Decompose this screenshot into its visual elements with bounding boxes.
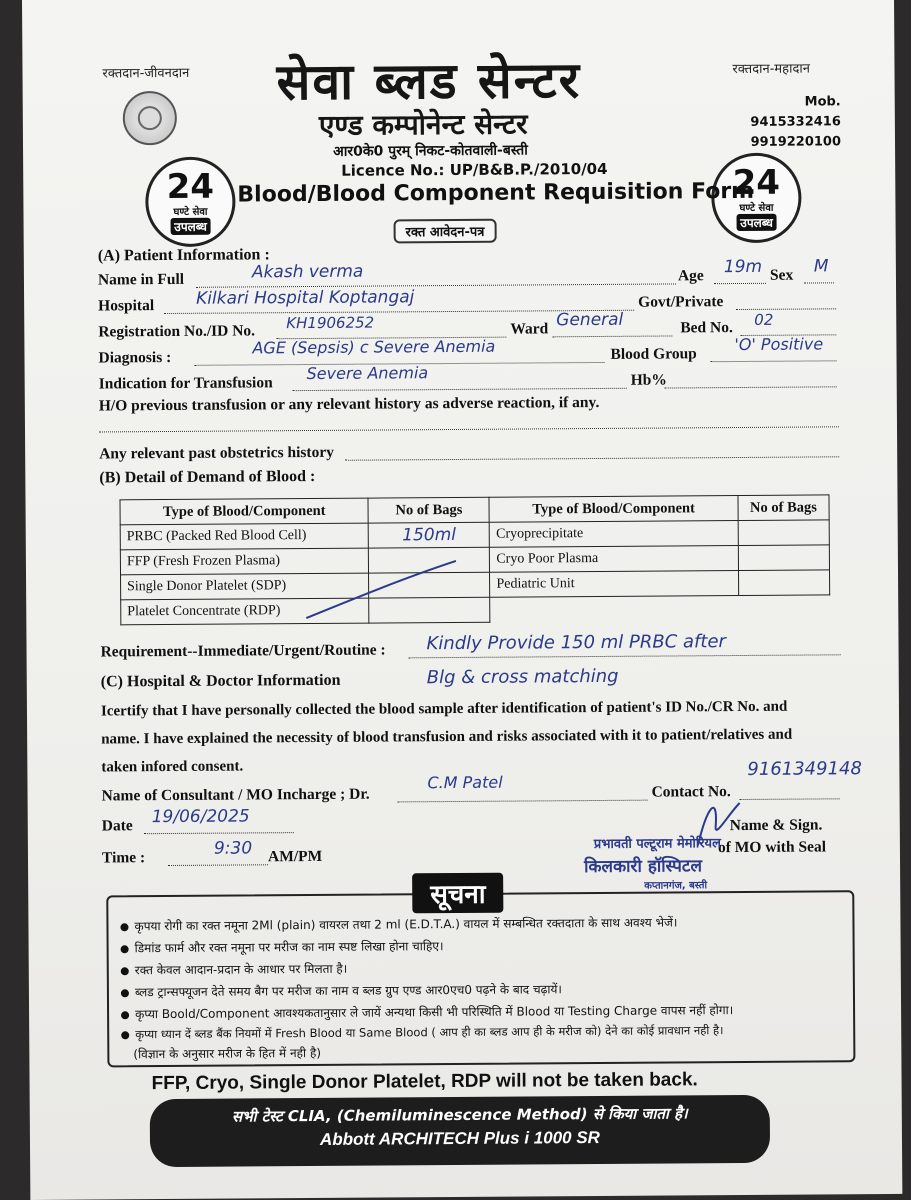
sex-label: Sex <box>769 266 794 284</box>
sex-line <box>804 282 834 283</box>
notice-item-text: कृपया रोगी का रक्त नमूना 2Ml (plain) वायरल तथा 2 ml (E.D.T.A.) वायल में सम्बन्धित रक्तदाता के साथ अवश्य भेजें। <box>134 915 678 934</box>
row-bags <box>738 570 829 596</box>
row-type: PRBC (Packed Red Blood Cell) <box>120 523 369 550</box>
date-value: 19/06/2025 <box>151 806 250 828</box>
diagnosis-value: AGE (Sepsis) c Severe Anemia <box>252 336 496 358</box>
row-type: Cryoprecipitate <box>490 521 739 548</box>
certify-line-1: Icertify that I have personally collected the blood sample after identification of patient's ID No./CR No. and <box>100 698 788 720</box>
certify-line-2: name. I have explained the necessity of blood transfusion and risks associated with it to patient/relatives and <box>101 726 793 748</box>
section-a-heading: (A) Patient Information : <box>97 246 270 265</box>
section-b-heading: (B) Detail of Demand of Blood : <box>99 467 316 487</box>
badge-number: 24 <box>732 162 781 203</box>
row-bags <box>738 545 829 571</box>
center-title: सेवा ब्लड सेन्टर <box>276 50 582 112</box>
hospital-stamp-line-3: कप्तानगंज, बस्ती <box>644 880 708 892</box>
sign-label-2: of MO with Seal <box>717 838 827 857</box>
badge-bottom: उपलब्ध <box>170 217 211 234</box>
blood-group-line <box>711 360 837 362</box>
notice-title: सूचना <box>412 873 504 914</box>
contact-line <box>740 798 840 800</box>
bullet-icon <box>121 945 129 953</box>
col-type-left: Type of Blood/Component <box>120 498 369 525</box>
age-line <box>714 283 766 284</box>
mobile-2: 9919220100 <box>750 134 842 150</box>
center-subtitle: एण्ड कम्पोनेन्ट सेन्टर <box>318 107 528 142</box>
indication-line <box>293 388 627 391</box>
form-subtitle: रक्त आवेदन-पत्र <box>394 219 497 244</box>
col-bags-left: No of Bags <box>368 497 489 523</box>
ampm-label: AM/PM <box>267 847 323 866</box>
requirement-label: Requirement--Immediate/Urgent/Routine : <box>100 641 386 661</box>
requirement-value-1: Kindly Provide 150 ml PRBC after <box>426 631 726 655</box>
time-line <box>168 864 268 866</box>
col-type-right: Type of Blood/Component <box>489 496 738 523</box>
notice-item <box>121 960 348 979</box>
badge-number: 24 <box>166 166 215 207</box>
consultant-line <box>398 800 648 803</box>
form-title: Blood/Blood Component Requisition Form <box>237 178 755 208</box>
age-label: Age <box>677 267 704 285</box>
right-tagline: रक्तदान-महादान <box>732 61 810 78</box>
obstetrics-label: Any relevant past obstetrics history <box>99 443 335 463</box>
time-label: Time : <box>101 849 146 867</box>
consultant-value: C.M Patel <box>427 772 503 793</box>
history-line <box>99 426 839 432</box>
indication-value: Severe Anemia <box>306 363 429 384</box>
registration-label: Registration No./ID No. <box>98 322 256 341</box>
blood-group-value: 'O' Positive <box>734 334 824 355</box>
contact-label: Contact No. <box>651 783 731 801</box>
row-bags: 150ml <box>369 522 490 548</box>
requisition-form-paper <box>22 0 902 1200</box>
bullet-icon <box>121 1011 129 1019</box>
date-label: Date <box>101 817 133 835</box>
requirement-line <box>409 654 841 658</box>
badge-bottom: उपलब्ध <box>736 213 777 230</box>
name-label: Name in Full <box>97 270 185 289</box>
notice-last-line: (विज्ञान के अनुसार मरीज के हित में नही है) <box>133 1045 322 1062</box>
col-bags-right: No of Bags <box>738 495 829 521</box>
bed-label: Bed No. <box>680 319 733 337</box>
sex-value: M <box>813 256 829 277</box>
service-24h-badge-left <box>145 157 236 248</box>
bullet-icon <box>121 967 129 975</box>
name-value: Akash verma <box>251 261 364 283</box>
licence-number: Licence No.: UP/B&B.P./2010/04 <box>341 159 608 180</box>
footer-dark-banner <box>150 1095 770 1167</box>
hospital-stamp-line-1: प्रभावती पल्टूराम मेमोरियल <box>593 836 721 853</box>
sign-label-1: Name & Sign. <box>729 816 823 835</box>
row-type: Single Donor Platelet (SDP) <box>121 573 370 600</box>
badge-top: घण्टे सेवा <box>173 206 208 218</box>
bullet-icon <box>120 923 128 931</box>
govt-private-label: Govt/Private <box>638 293 724 311</box>
bed-value: 02 <box>754 310 774 329</box>
notice-item-text: डिमांड फार्म और रक्त नमूना पर मरीज का नाम स्पष्ट लिखा होना चाहिए। <box>134 939 444 956</box>
center-address: आर0के0 पुरम् निकट-कोतवाली-बस्ती <box>333 142 528 160</box>
demand-table <box>119 494 830 625</box>
row-type: FFP (Fresh Frozen Plasma) <box>120 548 369 575</box>
indication-label: Indication for Transfusion <box>98 374 273 393</box>
signature-mark <box>688 795 748 855</box>
table-row <box>121 595 830 625</box>
mobile-numbers <box>711 92 841 153</box>
badge-top: घण्टे सेवा <box>739 202 774 214</box>
section-c-heading: (C) Hospital & Doctor Information <box>100 671 341 691</box>
left-tagline: रक्तदान-जीवनदान <box>102 65 190 82</box>
hospital-label: Hospital <box>98 297 155 315</box>
bullet-icon <box>121 989 129 997</box>
hospital-value: Kilkari Hospital Koptangaj <box>196 287 415 309</box>
row-type: Platelet Concentrate (RDP) <box>121 598 370 625</box>
requirement-value-2: Blg & cross matching <box>426 665 619 689</box>
row-bags <box>738 520 829 546</box>
footer-analyzer: Abbott ARCHITECH Plus i 1000 SR <box>319 1127 600 1149</box>
notice-item-text: कृप्या ध्यान दें ब्लड बैंक नियमों में Fresh Blood या Same Blood ( आप ही का ब्लड आप ही के मरीज को) देने का कोई प्रावधान नही है। <box>135 1023 724 1042</box>
ward-line <box>552 335 672 337</box>
bullet-icon <box>121 1031 129 1039</box>
name-line <box>196 283 676 287</box>
ward-value: General <box>556 309 624 331</box>
diagnosis-label: Diagnosis : <box>98 348 172 367</box>
notice-item-text: रक्त केवल आदान-प्रदान के आधार पर मिलता है। <box>134 961 348 978</box>
hospital-stamp-line-2: किलकारी हॉस्पिटल <box>583 856 703 878</box>
blood-center-seal-icon <box>123 91 177 145</box>
blood-group-label: Blood Group <box>610 345 697 363</box>
notice-item-text: कृप्या Boold/Component आवश्यकतानुसार ले जायें अन्यथा किसी भी परिस्थिति में Blood या Testing Charge वापस नहीं होगा। <box>135 1003 734 1022</box>
age-value: 19m <box>723 256 763 278</box>
govt-line <box>736 308 836 310</box>
footer-test-method: सभी टेस्ट CLIA, (Chemiluminescence Method) से किया जाता है। <box>231 1104 688 1126</box>
certify-line-3: taken infored consent. <box>101 758 244 776</box>
hb-line <box>665 386 837 388</box>
contact-value: 9161349148 <box>747 758 862 780</box>
registration-value: KH1906252 <box>286 313 375 333</box>
strike-through-mark <box>296 557 466 628</box>
footer-no-return-notice: FFP, Cryo, Single Donor Platelet, RDP will not be taken back. <box>151 1069 698 1095</box>
notice-item <box>121 980 562 1000</box>
row-type: Cryo Poor Plasma <box>490 546 739 573</box>
obstetrics-line <box>345 456 839 460</box>
hb-label: Hb% <box>630 371 667 389</box>
row-type: Pediatric Unit <box>490 571 739 598</box>
date-line <box>144 832 294 834</box>
mobile-1: Mob. 9415332416 <box>750 94 841 130</box>
ward-label: Ward <box>510 320 549 338</box>
notice-item-text: ब्लड ट्रान्सफ्यूजन देते समय बैग पर मरीज का नाम व ब्लड ग्रुप एण्ड आर0एच0 पढ़ने के बाद चढ़ायें। <box>134 982 563 1000</box>
history-label: H/O previous transfusion or any relevant history as adverse reaction, if any. <box>98 393 600 415</box>
consultant-label: Name of Consultant / MO Incharge ; Dr. <box>101 785 370 805</box>
notice-item <box>121 937 444 956</box>
time-value: 9:30 <box>213 838 253 859</box>
